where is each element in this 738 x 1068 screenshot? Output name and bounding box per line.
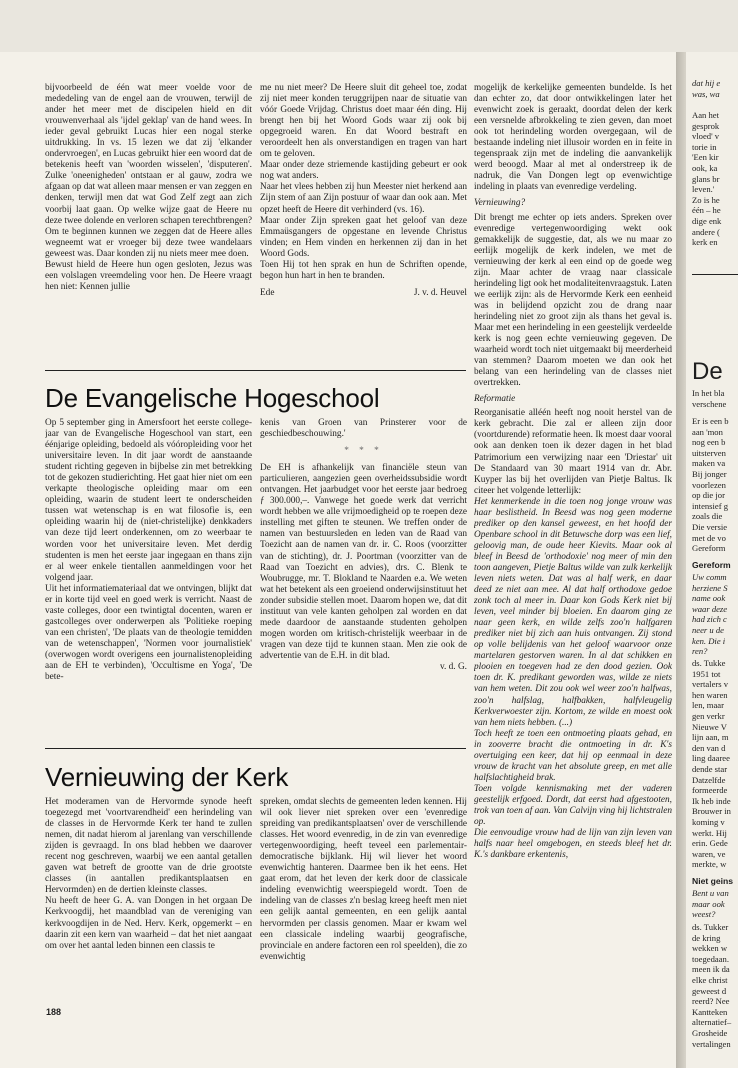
paragraph: Toen Hij tot hen sprak en hun de Schriften opende, begon hun hart in hen te branden. — [260, 259, 467, 281]
text-line: Nieuwe V — [692, 721, 727, 732]
paragraph: mogelijk de kerkelijke gemeenten bundelde. Is het dan echter zo, dat door ontwikkelingen later het evenwicht zoek is geraakt, doordat delen der kerk een versnelde afbrokkeling te zien geven, dan moet ook tot herindeling worden overgegaan, wil de bestaande indeling niet illusoir worden en in feite in tegenspraak zijn met de indeling die aanvankelijk werd beoogd. Maar al met al onderstreep ik de nadruk, die Van Dongen legt op evenwichtige indeling in plaats van evenredige verdeling. — [474, 83, 672, 193]
text-line: uitsterven — [692, 447, 726, 458]
text-line: In het bla — [692, 388, 725, 398]
text-line: één – he — [692, 205, 721, 216]
hogeschool-column-2 — [260, 418, 467, 738]
text-line: Uw comm — [692, 572, 727, 582]
text-line: dende star — [692, 763, 728, 774]
text-line: ds. Tukke — [692, 658, 726, 668]
next-page-subheading: Gereform — [692, 560, 731, 570]
signature-place: Ede — [260, 287, 275, 298]
text-line: op die jor — [692, 490, 725, 501]
next-page-heading: De — [692, 358, 723, 385]
text-line: Brouwer in — [692, 806, 731, 817]
text-line: Gereform — [692, 543, 726, 554]
text-line: wekken w — [692, 943, 728, 954]
text-line: Datzelfde — [692, 774, 726, 785]
text-line: ling daaree — [692, 753, 730, 764]
text-line: was, wa — [692, 88, 720, 99]
next-page-edge — [686, 52, 738, 1068]
text-line: Zo is he — [692, 194, 720, 205]
text-line: ren? — [692, 646, 708, 657]
text-line: met de vo — [692, 532, 726, 543]
text-line: Bent u van — [692, 888, 729, 898]
text-line: gesprok — [692, 120, 720, 131]
text-line: Die versie — [692, 521, 728, 532]
quote-paragraph: Toch heeft ze toen een ontmoeting plaats gehad, en in zooverre bracht die ontmoeting in dr. K's overtuiging een keer, dat hij op eenmaal in deze vrouw de kracht van het absolute greep, en met alle halfslachtigheid brak. — [474, 728, 672, 783]
section-rule — [45, 748, 466, 749]
text-line: ken. Die i — [692, 635, 726, 646]
text-line: aan 'mon — [692, 426, 723, 437]
text-line: koming v — [692, 816, 725, 827]
paragraph: kenis van Groen van Prinsterer voor de geschiedbeschouwing.' — [260, 418, 467, 440]
text-line: elke christ — [692, 974, 728, 985]
paragraph: Nu heeft de heer G. A. van Dongen in het orgaan De Kerkvoogdij, het maandblad van de vereniging van kerkvoogdijen in de Ned. Herv. Kerk, opgemerkt – en daarin zit een kern van waarheid – dat het niet aangaat om over het aantal leden binnen een classis te — [45, 896, 252, 951]
next-page-paragraph — [692, 110, 721, 248]
quote-paragraph: Het kenmerkende in die toen nog jonge vrouw was haar beslistheid. In Beesd was nog geen moderne prediker op den kansel geweest, en het hoofd der Openbare school in dit Betuwsche dorp was een lief, geloovig man, de oude heer Kievits. Maar ook al bleef in Beesd de 'orthodoxie' nog meer of min den toon aangeven, Pietje Baltus wilde van zulk kerkelijk leven niets weten. Dat was al half werk, en daar deed ze niet aan mee. Al dat half orthodoxe gedoe zonk toch al meer in. Daar kon Gods Kerk niet bij leven, veel minder bij bloeien. En daarom ging ze naar geen kerk, en wilde zelfs zoo'n halfgaren prediker niet bij zich aan huis ontvangen. Zij stond op volle belijdenis van het geloof waarvoor onze martelaren gestorven waren. In al dat schikken en plooien en toegeven had ze den dood gezien. Ook toen dr. K. predikant geworden was, wilde ze niets van hem weten. Dit zou ook wel weer zoo'n halfwas, zoo'n halfslag, halfbakken, halfvleugelig Kerkverwoester zijn. Kortom, ze wilde en moest ook van hem niets hebben. (...) — [474, 496, 672, 728]
text-line: neer u de — [692, 624, 724, 635]
next-page-paragraph — [692, 922, 731, 1049]
text-line: voorlezen — [692, 479, 726, 490]
text-line: torie in — [692, 141, 717, 152]
paragraph: me nu niet meer? De Heere sluit dit geheel toe, zodat zij niet meer konden teruggrijpen naar de situatie van vóór Goede Vrijdag. Christus doet maar één ding. Hij brengt hen bij het Woord Gods waar zij ook bij opgegroeid waren. En dat Woord bestraft en veroordeelt hen als onverstandigen en tragen van hart om te geloven. — [260, 83, 467, 160]
text-line: dat hij e — [692, 78, 721, 88]
text-line: hen waren — [692, 689, 728, 700]
text-line: maken va — [692, 458, 726, 469]
signature-author: J. v. d. Heuvel — [413, 287, 467, 298]
text-line: Ik heb inde — [692, 795, 731, 806]
next-page-paragraph — [692, 388, 726, 409]
section-rule — [45, 370, 466, 371]
paragraph: Reorganisatie alléén heeft nog nooit herstel van de kerk gebracht. Die zal er alleen zijn door (voortdurende) reformatie heen. Ik moest daar vooral ook aan denken toen ik dezer dagen in het blad Patrimorium een verwijzing naar een 'Driestar' uit De Standaard van 30 maart 1914 van dr. Abr. Kuyper las bij het overlijden van Pietje Baltus. Ik citeer het volgende letterlijk: — [474, 408, 672, 496]
text-line: lijn aan, m — [692, 732, 729, 743]
text-line: 'Een kir — [692, 152, 719, 163]
next-page-paragraph — [692, 888, 729, 920]
text-line: vertalers v — [692, 679, 729, 690]
paragraph: Dit brengt me echter op iets anders. Spreken over evenredige vertegenwoordiging wekt ook gemakkelijk de suggestie, dat, als we nu maar zo eerlijk mogelijk de kerk indelen, we met de vernieuwing der kerk al een eind op de goede weg zijn. Maar achter de vraag naar classicale herindeling ligt ook het modaliteitenvraagstuk. Laten we eerlijk zijn: als de Hervormde Kerk een eenheid was in belijdend opzicht zou de drang naar herindeling niet zo groot zijn als thans het geval is. Maar met een herindeling in een geestelijk verdeelde kerk is nog geen echte vernieuwing gegeven. De waarheid wordt toch niet uitgemaakt bij meerderheid van stemmen? Daarom moeten we dan ook het belang van een herindeling van de classes niet overtrekken. — [474, 212, 672, 389]
text-line: weest? — [692, 909, 716, 920]
page-number: 188 — [46, 1007, 62, 1017]
signature-line — [260, 288, 467, 299]
text-line: meen ik da — [692, 964, 730, 975]
text-line: gen verkr — [692, 710, 725, 721]
top-column-2 — [260, 83, 467, 373]
text-line: alternatief– — [692, 1017, 732, 1028]
paragraph: spreken, omdat slechts de gemeenten leden kennen. Hij wil ook liever niet spreken over een 'evenredige spreiding van predikantsplaatsen' over de verschillende classes. Het woord evenredig, in de zin van evenredige vertegenwoordiging, heeft teveel een parlementair-democratische bijklank. Hij wil liever het woord evenwichtig hanteren. Daarmee ben ik het eens. Het gaat erom, dat het leven der kerk door de classicale indeling evenwichtig weerspiegeld wordt. Toen de indeling van de classes z'n beslag kreeg heeft men niet een gelijk aantal gemeenten, en een gelijk aantal hervormden per classis genomen. Maar er kwam wel een classicale indeling waarbij geografische, provinciale en andere factoren een rol speelden), die zo evenwichtig — [260, 797, 467, 962]
text-line: verschene — [692, 398, 727, 409]
text-line: waar deze — [692, 603, 728, 614]
hogeschool-column-1 — [45, 418, 252, 736]
text-line: toegedaan. — [692, 953, 729, 964]
quote-paragraph: Toen volgde kennismaking met der vaderen geestelijk erfgoed. Dordt, dat eerst had afgestooten, trok van toen af aan. Van Calvijn ving hij lichtstralen op. — [474, 783, 672, 828]
vernieuwing-column-1 — [45, 797, 252, 997]
text-line: reerd? Nee — [692, 996, 730, 1007]
text-line: Kantteken — [692, 1006, 728, 1017]
subheading-reformatie: Reformatie — [474, 394, 516, 405]
text-line: Aan het — [692, 110, 719, 120]
text-line: len, maar — [692, 700, 724, 711]
text-line: ook, ka — [692, 162, 718, 173]
text-line: vloed' v — [692, 131, 720, 142]
text-line: de kring — [692, 932, 721, 943]
third-column — [474, 83, 672, 1003]
paragraph: Bewust hield de Heere hun ogen gesloten, Jezus was een volslagen vreemdeling voor hen. De Heere vraagt hen niet: Kennen jullie — [45, 259, 252, 292]
text-line: ds. Tukker — [692, 922, 729, 932]
text-line: zoals die — [692, 511, 723, 522]
article-signature: v. d. G. — [439, 661, 467, 672]
text-line: had zich c — [692, 614, 727, 625]
text-line: merkte, w — [692, 859, 727, 870]
text-line: erin. Gede — [692, 838, 728, 849]
paragraph: Het moderamen van de Hervormde synode heeft toegezegd met 'voortvarendheid' een herindeling van de classes in de Hervormde Kerk ter hand te zullen nemen, dit nadat hierom al jarenlang van verschillende zijden is gevraagd. In ons blad hebben we daarover recent nog geschreven, waarbij we een aantal getallen gaven wat betreft de grootte van de drie grootste classes (in aantallen predikantsplaatsen en Hervormden) en de dertien kleinste classes. — [45, 797, 252, 896]
text-line: nog een b — [692, 437, 726, 448]
text-line: kerk en — [692, 237, 718, 248]
text-line: vertalingen — [692, 1038, 731, 1049]
next-page-top — [692, 78, 720, 99]
quote-paragraph: Die eenvoudige vrouw had de lijn van zijn leven van halfs naar heel omgebogen, en steeds bleef het dr. K.'s dankbare erkentenis, — [474, 828, 672, 861]
text-line: Grosheide — [692, 1027, 728, 1038]
text-line: name ook — [692, 593, 726, 604]
next-page-paragraph — [692, 572, 728, 657]
text-line: maar ook — [692, 898, 725, 909]
section-rule — [692, 274, 738, 275]
next-page-paragraph — [692, 416, 729, 554]
text-line: Er is een b — [692, 416, 729, 426]
section-divider: * * * — [344, 446, 383, 457]
text-line: formeerde — [692, 785, 728, 796]
paragraph: Naar het vlees hebben zij hun Meester niet herkend aan Zijn stem of aan Zijn postuur of waar dan ook aan. Met opzet heeft de Heere dit verhinderd (vs. 16). — [260, 182, 467, 215]
text-line: intensief g — [692, 500, 729, 511]
text-line: den van d — [692, 742, 726, 753]
paragraph: Op 5 september ging in Amersfoort het eerste college-jaar van de Evangelische Hogeschool van start, een éénjarige opleiding, bedoeld als vóóropleiding voor het universitaire leven. In dit jaar wordt de aanstaande student richting gegeven in bijbelse zin met betrekking tot de gekozen studierichting. Het gaat hier niet om een verkapte theologische opleiding maar om een opleiding, waarin de student leert te onderscheiden tussen wat wetenschap is en wat filosofie is, een opleiding waarin hij de (niet-christelijke) denkkaders van deze tijd leert onderkennen, om zo weerbaar te worden voor het universitaire leven. Met derdig studenten is men het eerste jaar ingegaan en thans zijn er al weer enkele tientallen aanmeldingen voor het volgend jaar. — [45, 418, 252, 583]
article-title-vernieuwing: Vernieuwing der Kerk — [45, 762, 289, 792]
page-gutter — [676, 52, 686, 1068]
text-line: dige enk — [692, 215, 722, 226]
vernieuwing-column-2 — [260, 797, 467, 997]
next-page-subheading: Niet geins — [692, 876, 734, 886]
next-page-paragraph — [692, 658, 731, 870]
article-title-hogeschool: De Evangelische Hogeschool — [45, 383, 380, 413]
text-line: leven.' — [692, 184, 715, 195]
text-line: Bij jonger — [692, 468, 727, 479]
paragraph: bijvoorbeeld de één wat meer voelde voor de mededeling van de engel aan de vrouwen, terwijl de ander het meer met de discipelen hield en dit vrouwenverhaal als 'ijdel geklap' van de hand wees. In ieder geval gebruikt Lucas hier een nogal sterke uitdrukking. In vs. 15 lezen we dat zij 'elkander ondervroegen', en Lucas gebruikt hier een woord dat de betekenis heeft van 'woorden wisselen', 'disputeren'. Zulke 'oneenigheden' ontstaan er al gauw, zodra we afgaan op dat wat alleen maar mensen er van zeggen en denken, terwijl men dat wat God Zelf zegt aan zich voorbij laat gaan. Op welke wijze gaat de Heere nu deze twee dolende en verloren schapen terechtbrengen? Om te beginnen kunnen we zeggen dat de Heere alles wegneemt wat er vroeger bij deze twee wandelaars geweest was. Daar konden zij nu niets meer mee doen. — [45, 83, 252, 259]
paragraph: Maar onder deze striemende kastijding gebeurt er ook nog wat anders. — [260, 160, 467, 182]
paragraph: Uit het informatiemateriaal dat we ontvingen, blijkt dat er in korte tijd veel en goed werk is verricht. Naast de vaste colleges, door een twintigtal docenten, waren er gastcolleges over onderwerpen als 'Politieke roeping van een christen', 'De plaats van de theologie temidden van de wetenschappen', 'Normen voor journalistiek' (overwogen wordt overigens een journalistenopleiding aan de EH te verbinden), 'Occultisme en Yoga', 'De bete- — [45, 583, 252, 683]
text-line: herziene S — [692, 582, 728, 593]
paragraph: Maar onder Zijn spreken gaat het geloof van deze Emmaüsgangers de opgestane en levende Christus vinden; en Hem vinden en herkennen zij dan in het Woord Gods. — [260, 215, 467, 259]
subheading-vernieuwing: Vernieuwing? — [474, 198, 526, 209]
top-column-1 — [45, 83, 252, 368]
text-line: glans br — [692, 173, 720, 184]
text-line: waren, ve — [692, 848, 726, 859]
text-line: andere ( — [692, 226, 720, 237]
text-line: geweest d — [692, 985, 727, 996]
paragraph: De EH is afhankelijk van financiële steun van particulieren, aangezien geen overheidssubsidie wordt ontvangen. Het jaarbudget voor het eerste jaar bedroeg ƒ 300.000,–. Vanwege het goede werk dat verricht wordt hebben we alle vrijmoedigheid op te roepen deze instelling met giften te steunen. We treffen onder de namen van bestuursleden en leden van de Raad van Toezicht aan de namen van dr. ir. C. Roos (voorzitter van de stichting), dr. J. Poortman (voorzitter van de Raad van Toezicht en advies), drs. C. Blenk te Woubrugge, mr. T. Blokland te Naarden e.a. We weten wat het betekent als een groeiend onderwijsinstituut het zonder subsidie stellen moet. Daarom hopen we, dat dit instituut van vele kanten geholpen zal worden en dat mede daardoor de aanstaande studenten geholpen mogen worden om kritisch-christelijk weerbaar in de vragen van deze tijd te kunnen staan. Men zie ook de advertentie van de E.H. in dit blad. — [260, 463, 467, 661]
text-line: 1951 tot — [692, 668, 721, 679]
text-line: werkt. Hij — [692, 827, 727, 838]
